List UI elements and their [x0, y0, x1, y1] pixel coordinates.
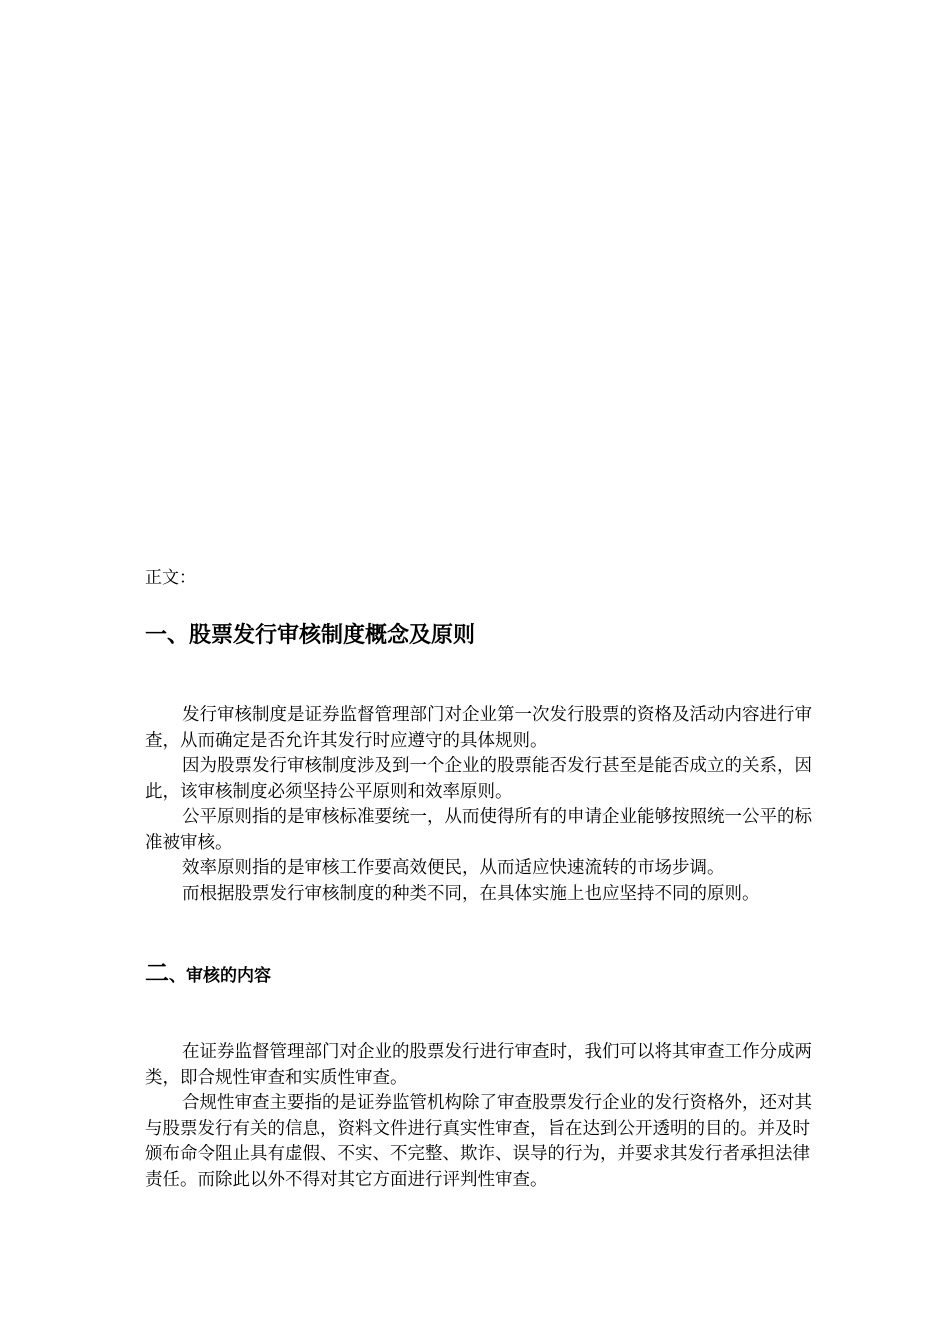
paragraph: 因为股票发行审核制度涉及到一个企业的股票能否发行甚至是能否成立的关系，因此，该审核制度必须坚持公平原则和效率原则。	[145, 756, 812, 802]
section-2-title: 、审核的内容	[169, 966, 271, 986]
section-1-body	[145, 703, 821, 907]
paragraph: 而根据股票发行审核制度的种类不同，在具体实施上也应坚持不同的原则。	[182, 883, 760, 904]
paragraph: 发行审核制度是证券监督管理部门对企业第一次发行股票的资格及活动内容进行审查，从而确定是否允许其发行时应遵守的具体规则。	[145, 705, 812, 751]
paragraph: 公平原则指的是审核标准要统一，从而使得所有的申请企业能够按照统一公平的标准被审核。	[145, 807, 812, 853]
paragraph: 在证券监督管理部门对企业的股票发行进行审查时，我们可以将其审查工作分成两类，即合规性审查和实质性审查。	[145, 1042, 812, 1088]
paragraph: 合规性审查主要指的是证券监管机构除了审查股票发行企业的发行资格外，还对其与股票发行有关的信息，资料文件进行真实性审查，旨在达到公开透明的目的。并及时颁布命令阻止具有虚假、不实、不完整、欺诈、误导的行为，并要求其发行者承担法律责任。而除此以外不得对其它方面进行评判性审查。	[145, 1093, 812, 1190]
section-2-body	[145, 1040, 821, 1193]
section-2-number: 二	[145, 959, 169, 987]
section-2-heading	[145, 958, 271, 991]
body-label: 正文：	[145, 568, 196, 588]
paragraph: 效率原则指的是审核工作要高效便民，从而适应快速流转的市场步调。	[182, 858, 725, 878]
section-1-heading: 一、股票发行审核制度概念及原则	[145, 623, 476, 648]
